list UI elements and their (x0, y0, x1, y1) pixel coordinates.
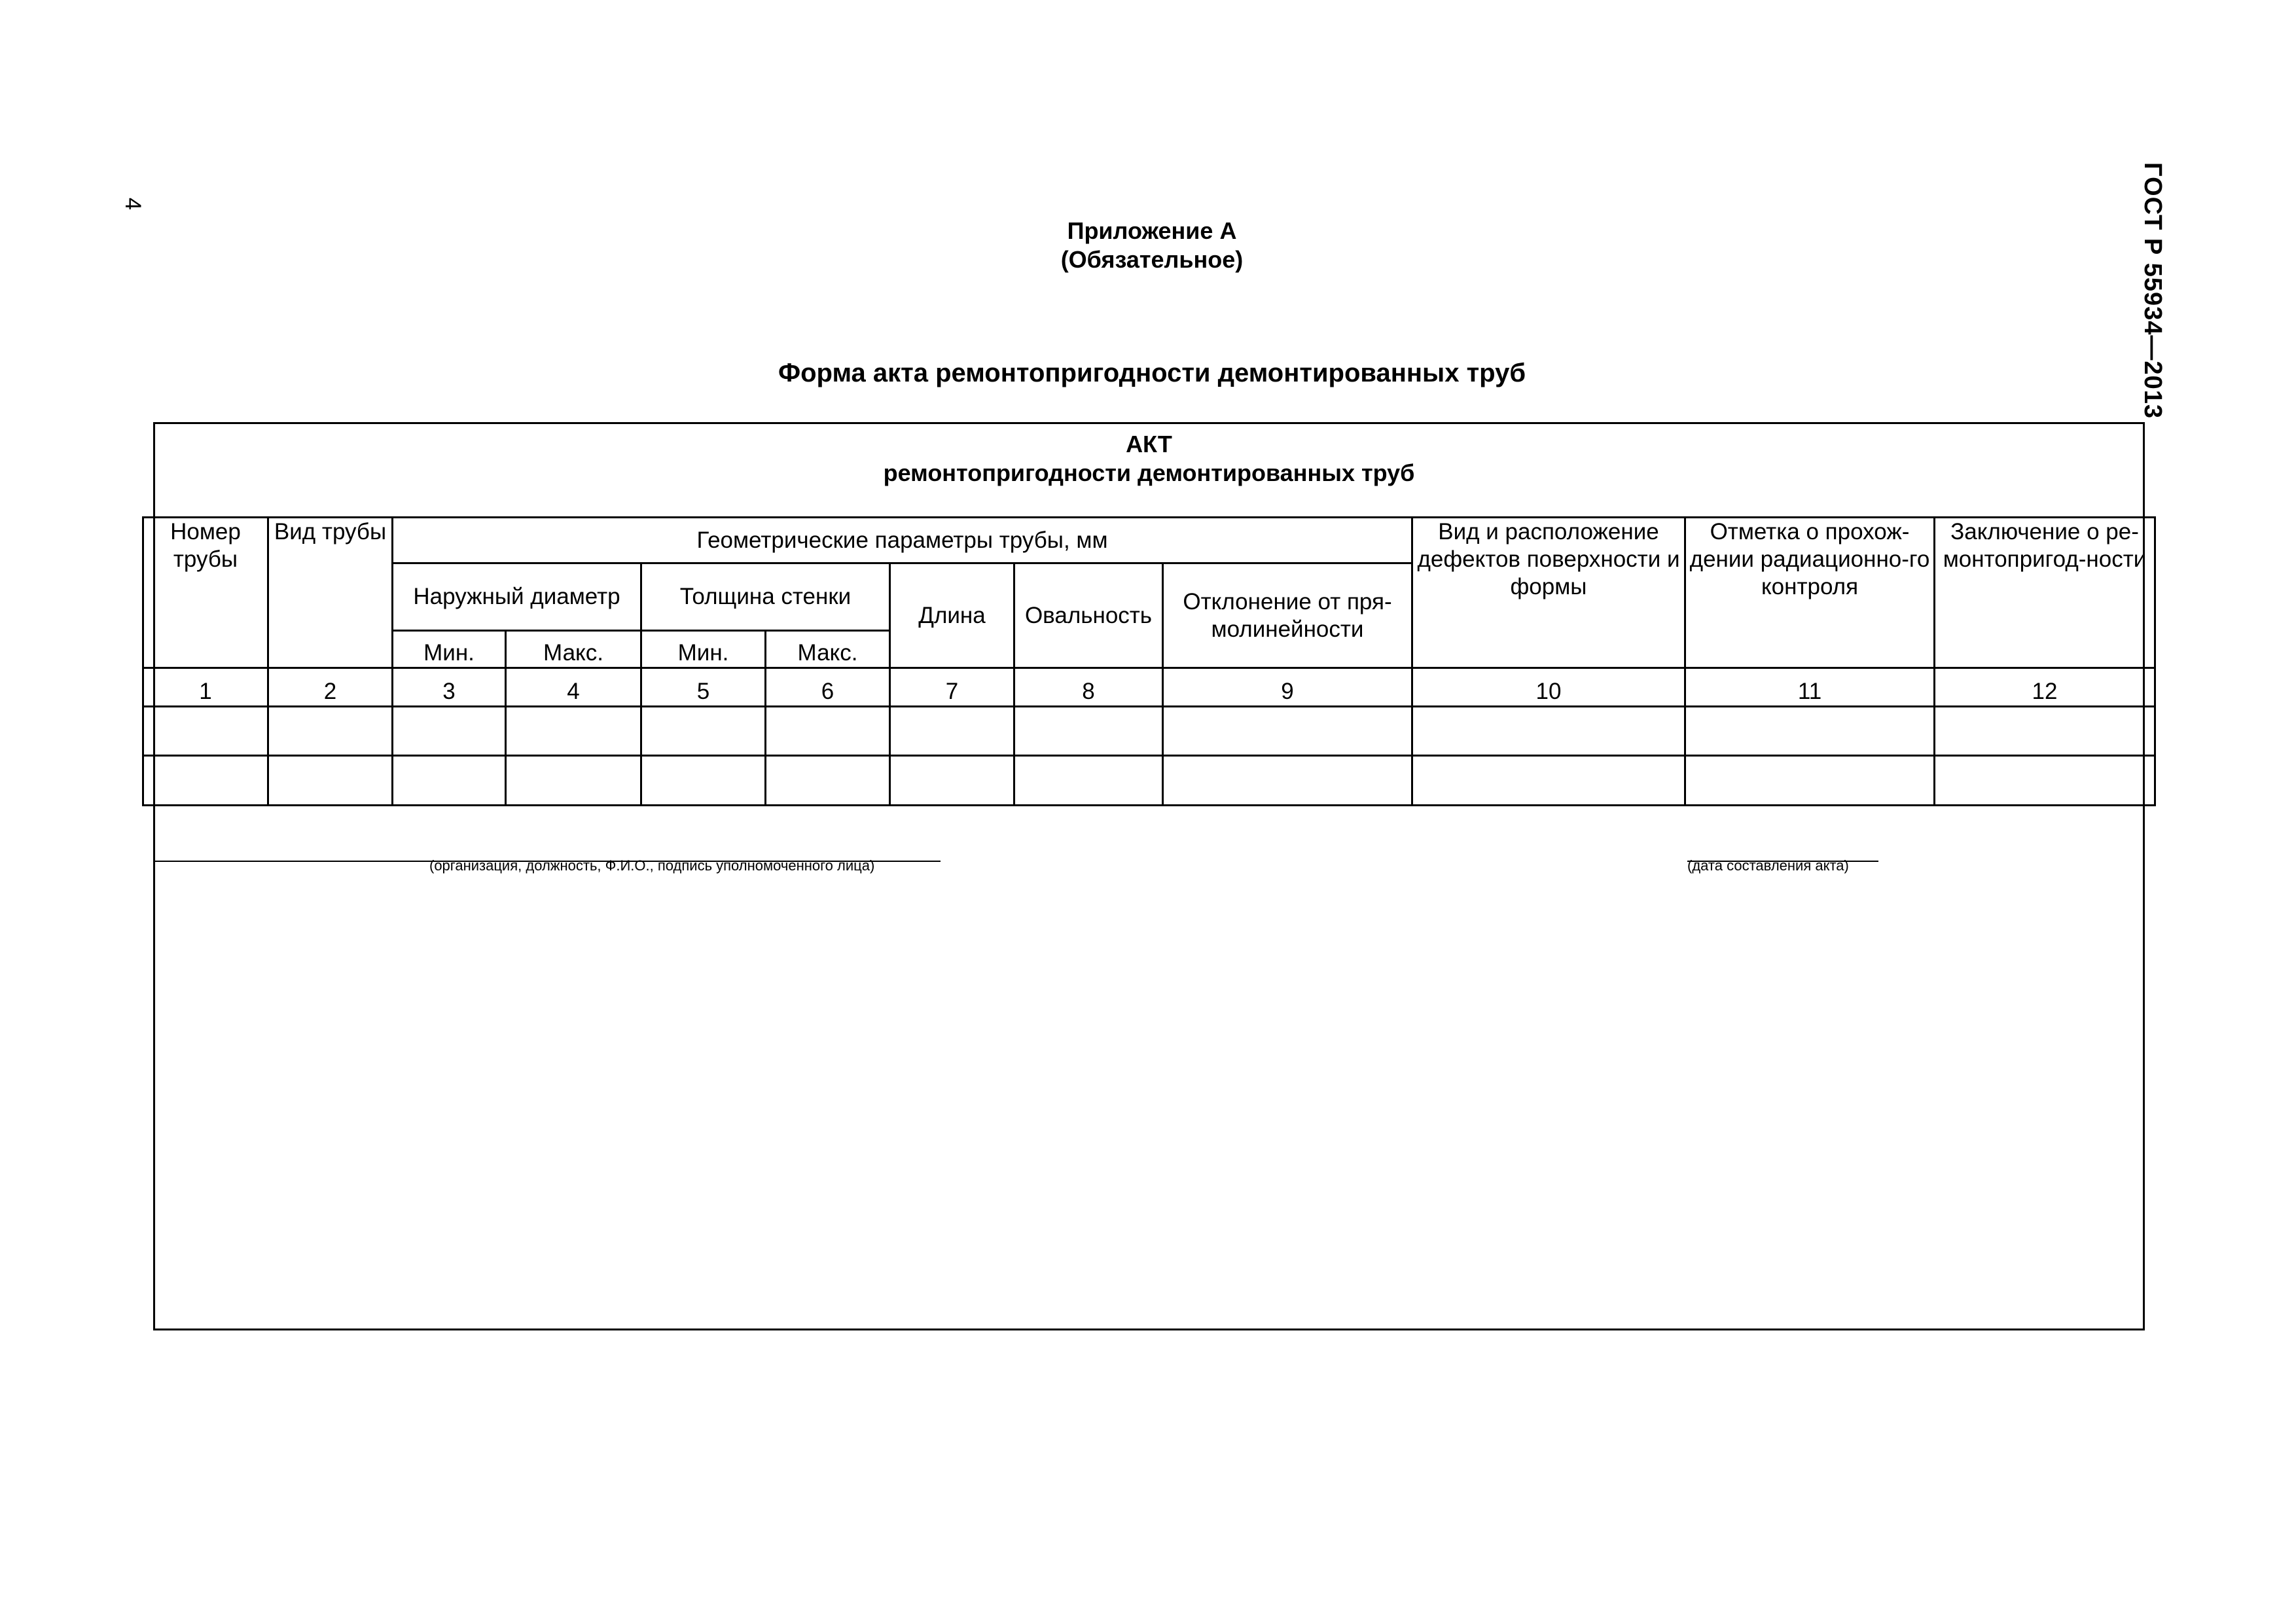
appendix-status: (Обязательное) (1060, 246, 1244, 273)
header-defects: Вид и расположение дефектов поверхности и формы (1412, 518, 1685, 668)
column-number: 9 (1163, 668, 1412, 707)
header-outer-diameter: Наружный диаметр (393, 563, 641, 631)
table-cell (1163, 756, 1412, 806)
table-cell (641, 756, 766, 806)
column-number: 4 (506, 668, 641, 707)
table-cell (1014, 707, 1163, 756)
table-cell (393, 756, 506, 806)
table-cell (143, 756, 268, 806)
column-number: 11 (1685, 668, 1935, 707)
table-row (143, 756, 2155, 806)
header-od-min: Мин. (393, 631, 506, 668)
table-cell (1412, 707, 1685, 756)
header-radiation-control: Отметка о прохож-дении радиационно-го контроля (1685, 518, 1935, 668)
column-number: 12 (1935, 668, 2155, 707)
header-wall-thickness: Толщина стенки (641, 563, 890, 631)
header-row-1 (143, 518, 2155, 563)
header-pipe-type: Вид трубы (268, 518, 393, 668)
table-cell (1685, 756, 1935, 806)
table-cell (641, 707, 766, 756)
column-number: 6 (766, 668, 890, 707)
table-cell (1412, 756, 1685, 806)
header-wt-max: Макс. (766, 631, 890, 668)
header-length: Длина (890, 563, 1014, 668)
column-number: 10 (1412, 668, 1685, 707)
table-cell (506, 707, 641, 756)
table-cell (1685, 707, 1935, 756)
act-title: АКТ (1126, 431, 1172, 457)
header-wt-min: Мин. (641, 631, 766, 668)
table-cell (766, 756, 890, 806)
table-cell (766, 707, 890, 756)
table-cell (890, 707, 1014, 756)
table-cell (1163, 707, 1412, 756)
signature-caption: (организация, должность, Ф.И.О., подпись уполномоченного лица) (429, 857, 875, 874)
table-cell (393, 707, 506, 756)
header-conclusion: Заключение о ре-монтопригод-ности (1935, 518, 2155, 668)
act-subtitle: ремонтопригодности демонтированных труб (883, 459, 1415, 486)
table-cell (268, 707, 393, 756)
header-od-max: Макс. (506, 631, 641, 668)
table-cell (143, 707, 268, 756)
table-cell (890, 756, 1014, 806)
table-cell (1014, 756, 1163, 806)
column-number: 7 (890, 668, 1014, 707)
table-row (143, 707, 2155, 756)
header-pipe-number: Номер трубы (143, 518, 268, 668)
column-number-row (143, 668, 2155, 707)
table-cell (268, 756, 393, 806)
column-number: 2 (268, 668, 393, 707)
table-cell (1935, 756, 2155, 806)
table-cell (506, 756, 641, 806)
column-number: 1 (143, 668, 268, 707)
appendix-title: Приложение А (1067, 217, 1237, 244)
act-table (142, 516, 2156, 806)
header-geometry: Геометрические параметры трубы, мм (393, 518, 1412, 563)
table-cell (1935, 707, 2155, 756)
date-caption: (дата составления акта) (1687, 857, 1849, 874)
form-title: Форма акта ремонтопригодности демонтированных труб (778, 359, 1526, 387)
header-straightness: Отклонение от пря-молинейности (1163, 563, 1412, 668)
column-number: 8 (1014, 668, 1163, 707)
standard-code: ГОСТ Р 55934—2013 (2139, 162, 2166, 419)
page-number: 4 (120, 198, 145, 210)
header-ovality: Овальность (1014, 563, 1163, 668)
column-number: 3 (393, 668, 506, 707)
column-number: 5 (641, 668, 766, 707)
